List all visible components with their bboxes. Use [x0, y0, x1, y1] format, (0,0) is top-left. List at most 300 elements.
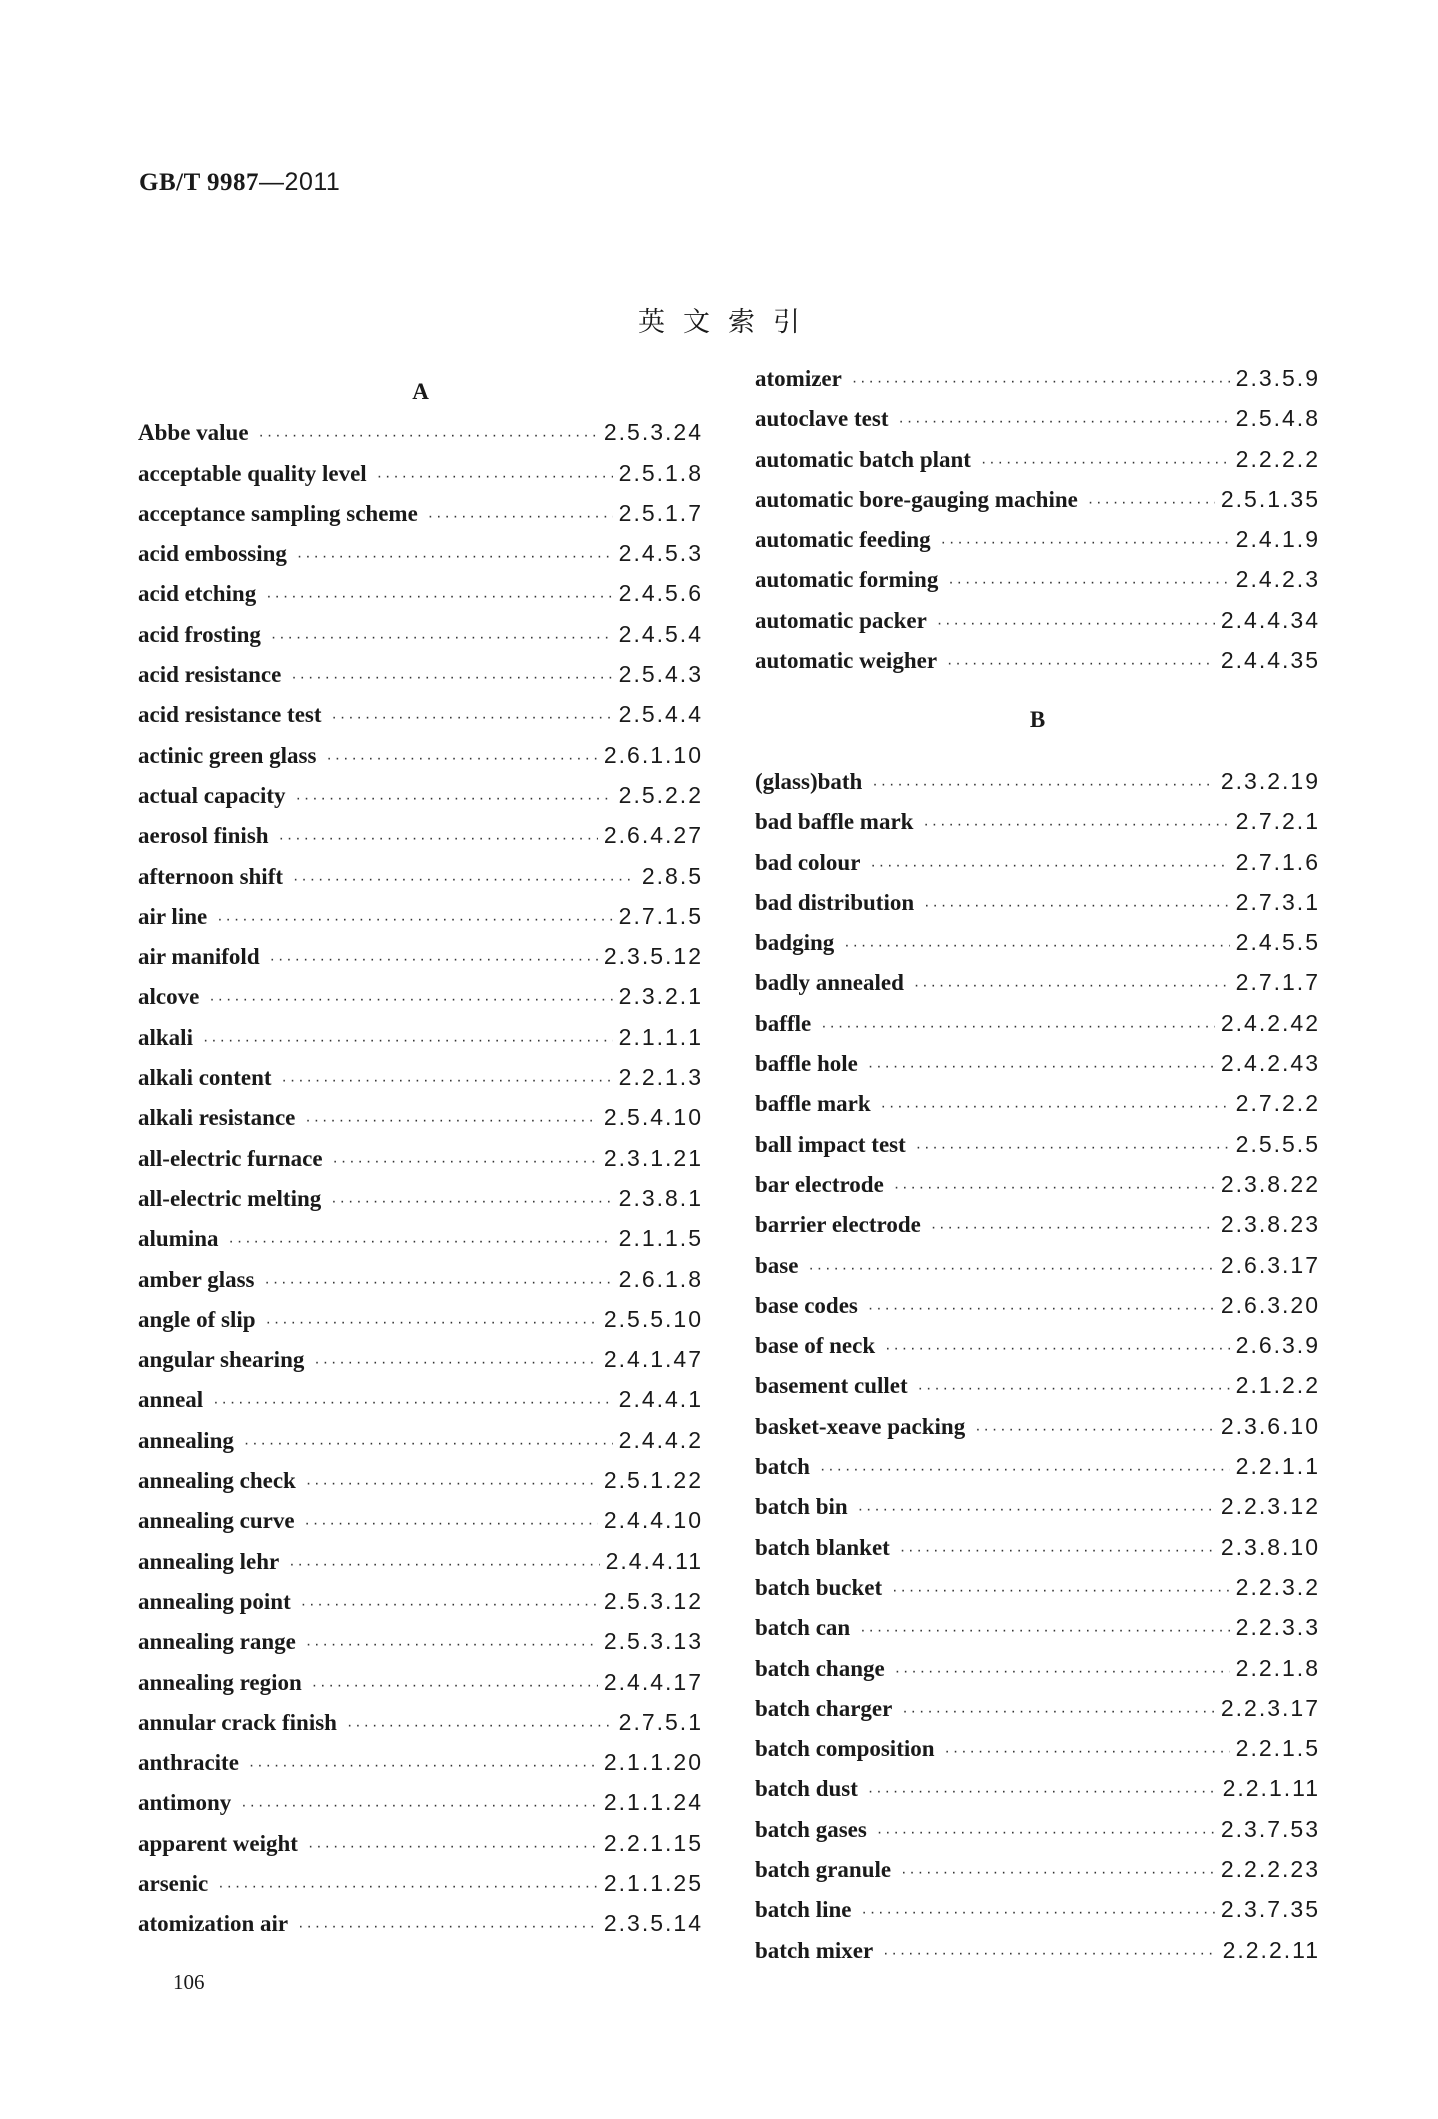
index-term: automatic bore-gauging machine	[755, 486, 1078, 512]
index-entry	[138, 1299, 703, 1339]
dot-leader	[326, 739, 597, 779]
index-entry	[138, 1621, 703, 1661]
standard-code-number: GB/T 9987	[139, 169, 260, 196]
index-reference-number: 2.5.4.10	[603, 1104, 703, 1131]
index-title: 英文索引	[638, 307, 818, 338]
index-entry	[138, 1138, 703, 1178]
index-entry	[138, 1339, 703, 1379]
dot-leader	[305, 1504, 598, 1544]
index-entry	[755, 1486, 1320, 1526]
index-reference-number: 2.2.3.2	[1235, 1573, 1320, 1600]
index-reference-number: 2.3.2.19	[1220, 767, 1320, 794]
dot-leader	[931, 1208, 1215, 1248]
index-reference-number: 2.4.5.4	[618, 620, 703, 647]
index-entry	[138, 1017, 703, 1057]
index-term: aerosol finish	[138, 823, 269, 849]
index-entry	[755, 1204, 1320, 1244]
dot-leader	[279, 819, 598, 859]
dot-leader	[895, 1652, 1230, 1692]
standard-code	[139, 168, 340, 197]
index-reference-number: 2.4.4.1	[618, 1386, 703, 1413]
dot-leader	[259, 416, 598, 456]
index-entry	[138, 1057, 703, 1097]
dot-leader	[249, 1746, 598, 1786]
index-term: ball impact test	[755, 1131, 906, 1157]
index-reference-number: 2.6.3.20	[1220, 1291, 1320, 1318]
index-entry	[755, 962, 1320, 1002]
index-entry	[138, 815, 703, 855]
dot-leader	[868, 1047, 1215, 1087]
dot-leader	[899, 402, 1230, 442]
index-reference-number: 2.5.1.7	[618, 499, 703, 526]
index-term: automatic forming	[755, 567, 939, 593]
index-entry	[755, 519, 1320, 559]
index-reference-number: 2.7.3.1	[1235, 888, 1320, 915]
index-reference-number: 2.5.4.4	[618, 701, 703, 728]
index-term: base codes	[755, 1292, 858, 1318]
index-entry	[755, 1768, 1320, 1808]
index-term: bad baffle mark	[755, 809, 914, 835]
index-entry	[755, 1003, 1320, 1043]
dot-leader	[852, 362, 1230, 402]
standard-code-year: —2011	[259, 168, 341, 196]
index-reference-number: 2.5.2.2	[618, 781, 703, 808]
index-entry	[755, 1124, 1320, 1164]
dot-leader	[870, 846, 1229, 886]
index-entry	[138, 453, 703, 493]
index-reference-number: 2.4.4.17	[603, 1668, 703, 1695]
dot-leader	[947, 644, 1215, 684]
dot-leader	[218, 1867, 598, 1907]
index-term: bad colour	[755, 849, 861, 875]
index-reference-number: 2.7.2.1	[1235, 808, 1320, 835]
dot-leader	[918, 1369, 1230, 1409]
dot-leader	[981, 443, 1230, 483]
index-reference-number: 2.4.1.47	[603, 1346, 703, 1373]
dot-leader	[209, 980, 612, 1020]
index-term: air manifold	[138, 944, 260, 970]
dot-leader	[297, 537, 613, 577]
index-entry	[138, 1581, 703, 1621]
index-term: acid resistance	[138, 662, 282, 688]
index-reference-number: 2.5.4.8	[1235, 405, 1320, 432]
index-reference-number: 2.2.1.3	[618, 1064, 703, 1091]
index-entry	[138, 614, 703, 654]
index-entry	[755, 1083, 1320, 1123]
index-reference-number: 2.2.3.17	[1220, 1694, 1320, 1721]
index-entry	[755, 1607, 1320, 1647]
index-entry	[755, 1809, 1320, 1849]
index-reference-number: 2.2.1.5	[1235, 1735, 1320, 1762]
index-term: bad distribution	[755, 889, 915, 915]
index-reference-number: 2.3.1.21	[603, 1144, 703, 1171]
index-term: barrier electrode	[755, 1212, 921, 1238]
index-reference-number: 2.3.5.9	[1235, 365, 1320, 391]
index-term: automatic weigher	[755, 648, 938, 674]
index-term: Abbe value	[138, 420, 249, 446]
index-entry	[138, 1702, 703, 1742]
dot-leader	[902, 1692, 1215, 1732]
index-entry	[138, 1097, 703, 1137]
index-entry	[755, 1527, 1320, 1567]
index-term: batch gases	[755, 1816, 867, 1842]
index-reference-number: 2.2.1.11	[1222, 1775, 1320, 1802]
index-entry	[755, 600, 1320, 640]
dot-leader	[296, 779, 613, 819]
dot-leader	[881, 1087, 1230, 1127]
index-reference-number: 2.3.8.23	[1220, 1211, 1320, 1238]
index-term: angle of slip	[138, 1306, 256, 1332]
index-entry	[138, 1420, 703, 1460]
index-reference-number: 2.2.2.2	[1235, 445, 1320, 472]
index-term: anthracite	[138, 1750, 239, 1776]
dot-leader	[312, 1666, 598, 1706]
dot-leader	[975, 1410, 1215, 1450]
index-reference-number: 2.3.8.22	[1220, 1170, 1320, 1197]
index-entry	[138, 412, 703, 452]
index-term: annealing curve	[138, 1508, 295, 1534]
index-term: badly annealed	[755, 970, 904, 996]
index-term: air line	[138, 903, 208, 929]
index-entry	[755, 1728, 1320, 1768]
index-reference-number: 2.5.5.10	[603, 1305, 703, 1332]
index-entry	[755, 358, 1320, 398]
index-entry	[138, 1379, 703, 1419]
dot-leader	[860, 1611, 1229, 1651]
index-entry	[755, 882, 1320, 922]
dot-leader	[923, 805, 1229, 845]
dot-leader	[892, 1571, 1230, 1611]
index-term: angular shearing	[138, 1347, 305, 1373]
index-reference-number: 2.5.3.24	[603, 419, 703, 446]
index-reference-number: 2.7.1.5	[618, 902, 703, 929]
dot-leader	[266, 1303, 598, 1343]
index-term: alkali content	[138, 1065, 272, 1091]
dot-leader	[821, 1007, 1215, 1047]
index-column-right	[755, 358, 1320, 1970]
index-term: acid etching	[138, 581, 257, 607]
index-term: acid frosting	[138, 621, 261, 647]
index-entry	[755, 640, 1320, 680]
index-reference-number: 2.1.1.24	[603, 1789, 703, 1816]
index-entry	[138, 936, 703, 976]
index-term: batch composition	[755, 1736, 935, 1762]
index-entry	[755, 801, 1320, 841]
index-entry	[138, 856, 703, 896]
dot-leader	[229, 1222, 613, 1262]
index-term: batch blanket	[755, 1534, 890, 1560]
index-reference-number: 2.6.1.10	[603, 741, 703, 768]
index-entry	[138, 1500, 703, 1540]
index-term: annealing check	[138, 1468, 296, 1494]
index-reference-number: 2.1.1.25	[603, 1869, 703, 1896]
dot-leader	[305, 1101, 597, 1141]
index-term: batch	[755, 1454, 810, 1480]
dot-leader	[306, 1464, 598, 1504]
index-term: autoclave test	[755, 406, 889, 432]
index-term: acid resistance test	[138, 702, 322, 728]
index-entry	[755, 1365, 1320, 1405]
dot-leader	[301, 1585, 598, 1625]
index-entry	[755, 1849, 1320, 1889]
index-reference-number: 2.2.2.23	[1220, 1855, 1320, 1882]
index-entry	[138, 1782, 703, 1822]
index-reference-number: 2.4.4.2	[618, 1426, 703, 1453]
index-term: alumina	[138, 1226, 219, 1252]
dot-leader	[213, 1383, 612, 1423]
dot-leader	[820, 1450, 1230, 1490]
index-term: batch bin	[755, 1494, 848, 1520]
index-entry	[755, 439, 1320, 479]
index-reference-number: 2.1.1.1	[618, 1023, 703, 1050]
index-column-left	[138, 372, 703, 1944]
dot-leader	[861, 1893, 1214, 1933]
index-reference-number: 2.4.4.35	[1220, 647, 1320, 674]
dot-leader	[883, 1934, 1216, 1974]
index-entry	[138, 775, 703, 815]
dot-leader	[271, 618, 613, 658]
dot-leader	[1088, 483, 1215, 523]
index-term: alkali resistance	[138, 1105, 296, 1131]
index-entry	[138, 493, 703, 533]
index-reference-number: 2.1.2.2	[1235, 1372, 1320, 1399]
index-term: badging	[755, 930, 835, 956]
index-reference-number: 2.3.7.35	[1220, 1896, 1320, 1923]
index-term: annealing region	[138, 1669, 302, 1695]
index-entry	[138, 533, 703, 573]
index-reference-number: 2.5.5.5	[1235, 1130, 1320, 1157]
index-reference-number: 2.4.2.3	[1235, 566, 1320, 593]
index-reference-number: 2.6.3.9	[1235, 1332, 1320, 1359]
dot-leader	[916, 1128, 1230, 1168]
dot-leader	[877, 1813, 1215, 1853]
dot-leader	[872, 765, 1215, 805]
index-entry	[138, 1903, 703, 1943]
index-term: annealing lehr	[138, 1548, 280, 1574]
dot-leader	[270, 940, 598, 980]
index-reference-number: 2.3.5.12	[603, 943, 703, 970]
index-term: batch change	[755, 1655, 885, 1681]
dot-leader	[265, 1263, 613, 1303]
dot-leader	[885, 1329, 1230, 1369]
index-entry	[755, 479, 1320, 519]
dot-leader	[289, 1545, 599, 1585]
index-entry	[755, 1043, 1320, 1083]
index-term: basket-xeave packing	[755, 1413, 966, 1439]
index-reference-number: 2.1.1.5	[618, 1225, 703, 1252]
index-entry-list-a	[138, 412, 703, 1943]
index-term: alkali	[138, 1024, 193, 1050]
index-entry	[138, 896, 703, 936]
dot-leader	[808, 1249, 1214, 1289]
index-reference-number: 2.4.5.3	[618, 540, 703, 567]
letter-heading-a: A	[412, 379, 429, 404]
dot-leader	[858, 1490, 1215, 1530]
index-entry	[755, 1285, 1320, 1325]
index-reference-number: 2.2.2.11	[1222, 1936, 1320, 1963]
index-entry	[755, 1446, 1320, 1486]
index-reference-number: 2.3.7.53	[1220, 1815, 1320, 1842]
dot-leader	[331, 1182, 612, 1222]
index-reference-number: 2.3.8.10	[1220, 1533, 1320, 1560]
index-entry-list-a-continued	[755, 358, 1320, 680]
index-reference-number: 2.6.4.27	[603, 822, 703, 849]
index-entry	[138, 1218, 703, 1258]
index-term: baffle	[755, 1010, 812, 1036]
index-term: afternoon shift	[138, 863, 284, 889]
index-reference-number: 2.8.5	[641, 862, 703, 889]
index-entry	[138, 735, 703, 775]
dot-leader	[266, 577, 612, 617]
index-entry	[755, 1245, 1320, 1285]
index-reference-number: 2.4.4.34	[1220, 606, 1320, 633]
index-reference-number: 2.3.5.14	[603, 1910, 703, 1937]
index-term: all-electric melting	[138, 1185, 322, 1211]
index-term: annealing	[138, 1427, 234, 1453]
index-entry	[755, 1930, 1320, 1970]
index-reference-number: 2.2.3.12	[1220, 1493, 1320, 1520]
dot-leader	[217, 900, 612, 940]
index-entry	[755, 1164, 1320, 1204]
index-term: baffle mark	[755, 1091, 871, 1117]
index-entry	[138, 976, 703, 1016]
dot-leader	[333, 1142, 598, 1182]
index-term: annular crack finish	[138, 1709, 337, 1735]
dot-leader	[948, 563, 1229, 603]
index-term: automatic batch plant	[755, 446, 971, 472]
dot-leader	[900, 1531, 1215, 1571]
index-term: automatic packer	[755, 607, 927, 633]
index-entry	[755, 1325, 1320, 1365]
index-reference-number: 2.5.3.13	[603, 1628, 703, 1655]
index-term: batch mixer	[755, 1937, 874, 1963]
index-term: apparent weight	[138, 1830, 298, 1856]
index-term: base	[755, 1252, 799, 1278]
index-reference-number: 2.3.6.10	[1220, 1412, 1320, 1439]
index-entry	[755, 1688, 1320, 1728]
dot-leader	[377, 457, 613, 497]
index-term: bar electrode	[755, 1171, 884, 1197]
dot-leader	[291, 658, 612, 698]
index-entry	[755, 1567, 1320, 1607]
dot-leader	[868, 1772, 1217, 1812]
index-reference-number: 2.7.2.2	[1235, 1090, 1320, 1117]
index-entry	[755, 559, 1320, 599]
index-entry	[138, 654, 703, 694]
index-entry	[755, 1648, 1320, 1688]
index-term: acceptance sampling scheme	[138, 500, 418, 526]
dot-leader	[894, 1168, 1215, 1208]
dot-leader	[314, 1343, 598, 1383]
dot-leader	[914, 966, 1230, 1006]
index-reference-number: 2.5.1.35	[1220, 485, 1320, 512]
index-term: batch granule	[755, 1856, 892, 1882]
index-reference-number: 2.4.2.42	[1220, 1009, 1320, 1036]
index-term: batch charger	[755, 1695, 893, 1721]
dot-leader	[924, 886, 1230, 926]
dot-leader	[244, 1424, 613, 1464]
dot-leader	[868, 1289, 1215, 1329]
index-term: anneal	[138, 1387, 204, 1413]
index-reference-number: 2.2.1.1	[1235, 1453, 1320, 1480]
index-reference-number: 2.6.3.17	[1220, 1251, 1320, 1278]
index-term: batch line	[755, 1897, 852, 1923]
dot-leader	[308, 1827, 598, 1867]
index-term: batch can	[755, 1615, 851, 1641]
dot-leader	[945, 1732, 1230, 1772]
index-reference-number: 2.4.1.9	[1235, 526, 1320, 553]
index-term: annealing range	[138, 1629, 296, 1655]
dot-leader	[428, 497, 613, 537]
dot-leader	[282, 1061, 613, 1101]
index-reference-number: 2.4.2.43	[1220, 1050, 1320, 1077]
dot-leader	[306, 1625, 598, 1665]
dot-leader	[844, 926, 1229, 966]
index-entry	[755, 922, 1320, 962]
index-entry	[755, 842, 1320, 882]
index-entry	[138, 573, 703, 613]
index-reference-number: 2.7.1.7	[1235, 969, 1320, 996]
dot-leader	[347, 1706, 613, 1746]
index-reference-number: 2.5.1.8	[618, 459, 703, 486]
index-entry	[138, 1259, 703, 1299]
index-reference-number: 2.5.3.12	[603, 1587, 703, 1614]
index-reference-number: 2.3.8.1	[618, 1184, 703, 1211]
index-entry	[138, 694, 703, 734]
index-reference-number: 2.2.3.3	[1235, 1614, 1320, 1641]
index-term: actinic green glass	[138, 742, 317, 768]
index-term: base of neck	[755, 1333, 876, 1359]
index-reference-number: 2.1.1.20	[603, 1749, 703, 1776]
index-term: batch dust	[755, 1776, 858, 1802]
index-reference-number: 2.5.1.22	[603, 1467, 703, 1494]
index-term: acid embossing	[138, 541, 287, 567]
index-reference-number: 2.7.5.1	[618, 1708, 703, 1735]
page-number: 106	[173, 1970, 205, 1994]
index-reference-number: 2.6.1.8	[618, 1265, 703, 1292]
index-term: all-electric furnace	[138, 1145, 323, 1171]
index-entry	[138, 1541, 703, 1581]
index-entry	[755, 398, 1320, 438]
index-term: atomizer	[755, 366, 842, 391]
index-term: annealing point	[138, 1588, 291, 1614]
dot-leader	[941, 523, 1230, 563]
index-reference-number: 2.2.1.8	[1235, 1654, 1320, 1681]
index-term: atomization air	[138, 1911, 289, 1937]
index-reference-number: 2.4.4.11	[605, 1547, 703, 1574]
dot-leader	[332, 698, 613, 738]
index-entry	[138, 1662, 703, 1702]
index-entry	[138, 1742, 703, 1782]
index-reference-number: 2.4.4.10	[603, 1507, 703, 1534]
index-term: amber glass	[138, 1266, 255, 1292]
index-term: arsenic	[138, 1870, 209, 1896]
index-term: alcove	[138, 984, 200, 1010]
dot-leader	[901, 1853, 1215, 1893]
dot-leader	[298, 1907, 598, 1947]
dot-leader	[293, 860, 636, 900]
index-reference-number: 2.3.2.1	[618, 983, 703, 1010]
dot-leader	[241, 1786, 598, 1826]
index-reference-number: 2.2.1.15	[603, 1829, 703, 1856]
index-entry	[755, 1889, 1320, 1929]
index-reference-number: 2.4.5.5	[1235, 929, 1320, 956]
index-entry	[755, 1406, 1320, 1446]
index-term: acceptable quality level	[138, 460, 367, 486]
dot-leader	[937, 604, 1215, 644]
index-term: (glass)bath	[755, 768, 863, 794]
letter-heading-b: B	[1029, 707, 1046, 733]
